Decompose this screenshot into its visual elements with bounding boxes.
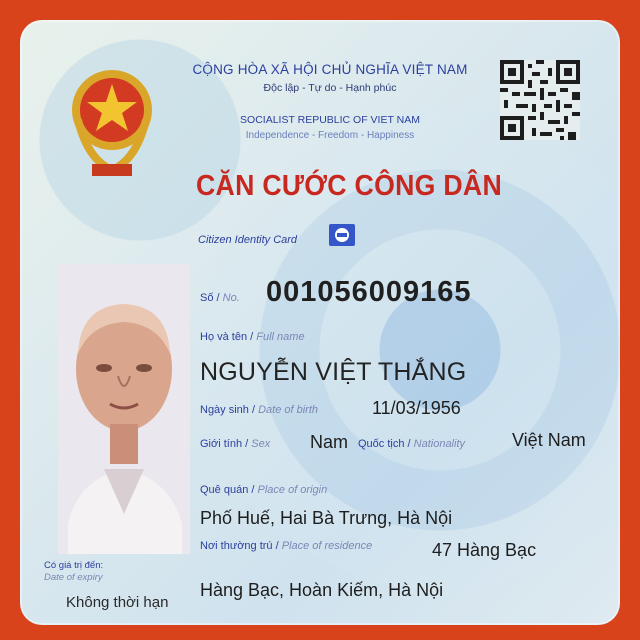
card-subtitle: Citizen Identity Card [198,234,298,246]
name-label: Họ và tên / Full name [200,331,305,343]
chip-icon [328,223,356,247]
nationality-label: Quốc tịch / Nationality [358,438,465,450]
date-of-birth: 11/03/1956 [372,398,461,418]
sex-value: Nam [310,432,349,452]
residence-line1: 47 Hàng Bạc [432,540,537,560]
residence-label: Nơi thường trú / Place of residence [200,540,373,552]
card-title: CĂN CƯỚC CÔNG DÂN [196,170,503,202]
national-emblem-icon [68,60,156,210]
residence-line2: Hàng Bạc, Hoàn Kiếm, Hà Nội [200,580,444,600]
id-card [20,20,620,625]
country-name: CỘNG HÒA XÃ HỘI CHỦ NGHĨA VIỆT NAM [192,62,468,77]
country-name-en: SOCIALIST REPUBLIC OF VIET NAM [240,114,420,126]
expiry-label: Có giá trị đến: Date of expiry [44,560,104,583]
dob-label: Ngày sinh / Date of birth [200,404,319,416]
portrait-photo [58,264,190,554]
sex-label: Giới tính / Sex [200,438,271,450]
nationality-value: Việt Nam [512,430,586,450]
expiry-value: Không thời hạn [66,594,169,611]
motto: Độc lập - Tự do - Hạnh phúc [263,82,397,94]
motto-en: Independence - Freedom - Happiness [245,130,415,141]
qr-code [500,60,580,140]
place-of-origin: Phố Huế, Hai Bà Trưng, Hà Nội [200,508,453,528]
origin-label: Quê quán / Place of origin [200,484,328,496]
number-label: Số / No. [200,292,240,304]
full-name: NGUYỄN VIỆT THẮNG [200,358,467,386]
id-number: 001056009165 [266,276,472,308]
